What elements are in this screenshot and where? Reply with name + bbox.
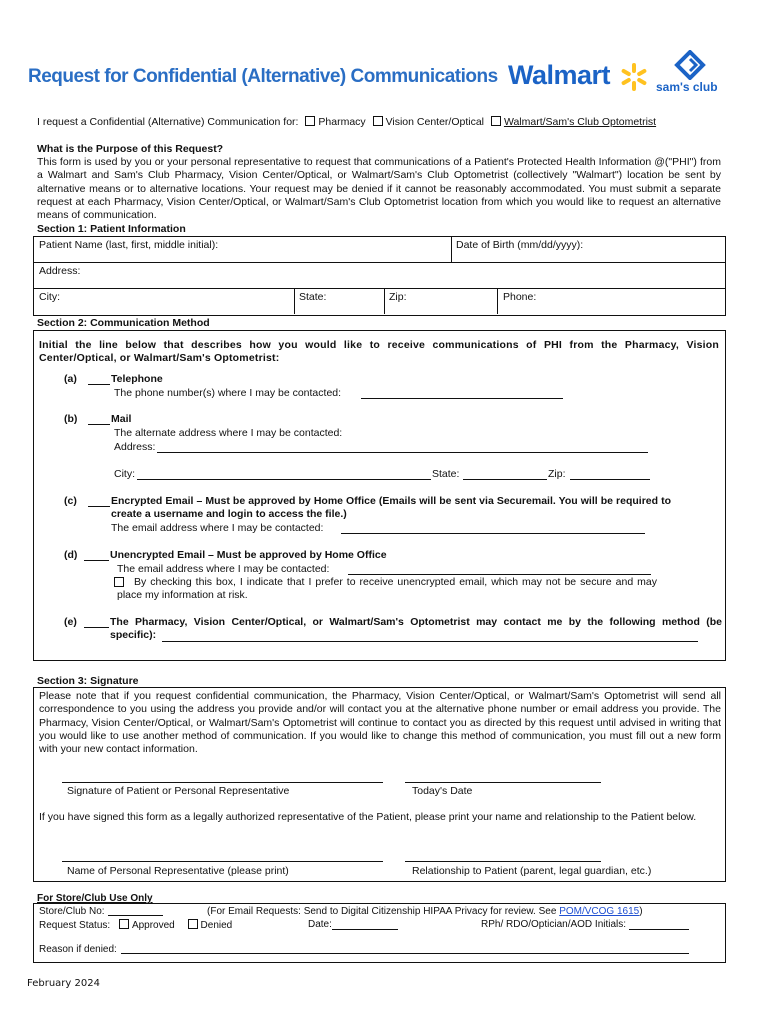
rep-name-label: Name of Personal Representative (please print) xyxy=(67,865,289,877)
email-note-suffix: ) xyxy=(639,906,643,917)
optometrist-option-label: Walmart/Sam's Club Optometrist xyxy=(503,116,657,128)
todays-date-line[interactable] xyxy=(405,782,601,783)
request-prefix: I request a Confidential (Alternative) Communication for: xyxy=(37,116,299,128)
option-d-initial-line[interactable] xyxy=(84,560,109,561)
section3-body: Please note that if you request confidential communication, the Pharmacy, Vision Center/Optical, or Walmart/Sam's Optometrist will send all correspondence to you using the address you provide and/or will contact you at the alternative phone number or email address you provide. The Pharmacy, Vision Center/Optical, or Walmart/Sam's Optometrist will continue to contact you as directed by this request until advised in writing that you would like to use another method of communication. If you would like to change this method of communication, you must fill out a new form with your new contact information. xyxy=(39,690,721,756)
purpose-body: This form is used by you or your personal representative to request that communications of a Patient's Protected Health Information @("PHI") from a Walmart and Sam's Club Pharmacy, Vision Center/Optical, or Walmart/Sam's Club Optometrist (collectively "Walmart") location be sent by alternative means or to alternative locations. Your request may be denied if it cannot be reasonably accommodated. You must submit a separate request at each Pharmacy, Vision Center/Optical, or Walmart/Sam's Club Optometrist location from which you would like to request an alternative means of communication. xyxy=(37,156,721,222)
vision-center-checkbox[interactable] xyxy=(373,116,383,126)
option-a-label: (a) xyxy=(64,373,77,385)
unencrypted-email-line[interactable] xyxy=(348,574,651,575)
pharmacy-checkbox[interactable] xyxy=(305,116,315,126)
option-a-title: Telephone xyxy=(111,373,163,385)
reason-denied-label: Reason if denied: xyxy=(39,944,117,955)
table-divider xyxy=(33,262,725,263)
relationship-label: Relationship to Patient (parent, legal guardian, etc.) xyxy=(412,865,652,877)
email-note-prefix: (For Email Requests: Send to Digital Citizenship HIPAA Privacy for review. See xyxy=(207,906,557,917)
address-field[interactable]: Address: xyxy=(39,265,81,277)
store-no-label: Store/Club No: xyxy=(39,906,105,917)
form-title: Request for Confidential (Alternative) Communications xyxy=(28,66,498,87)
option-b-label: (b) xyxy=(64,413,78,425)
pharmacy-option-label: Pharmacy xyxy=(318,116,366,128)
denied-checkbox[interactable] xyxy=(188,919,198,929)
mail-address-label: Address: xyxy=(114,441,156,453)
encrypted-email-line[interactable] xyxy=(341,533,645,534)
table-divider xyxy=(33,288,725,289)
store-no-line[interactable] xyxy=(108,915,163,916)
option-e-label: (e) xyxy=(64,616,77,628)
relationship-line[interactable] xyxy=(405,861,601,862)
mail-state-label: State: xyxy=(432,468,460,480)
mail-city-label: City: xyxy=(114,468,135,480)
request-status-row xyxy=(39,919,232,931)
state-field[interactable]: State: xyxy=(299,291,327,303)
store-date-label: Date: xyxy=(308,919,332,930)
optometrist-checkbox[interactable] xyxy=(491,116,501,126)
walmart-spark-icon xyxy=(617,62,651,92)
table-divider xyxy=(451,236,452,262)
section1-heading: Section 1: Patient Information xyxy=(37,223,186,235)
option-d-text: The email address where I may be contacted: xyxy=(117,563,330,575)
city-field[interactable]: City: xyxy=(39,291,60,303)
mail-address-line[interactable] xyxy=(157,452,648,453)
table-divider xyxy=(384,288,385,314)
option-a-text: The phone number(s) where I may be contacted: xyxy=(114,387,342,399)
denied-label: Denied xyxy=(200,920,233,931)
other-method-line[interactable] xyxy=(162,641,698,642)
option-a-initial-line[interactable] xyxy=(88,384,110,385)
option-e-title: The Pharmacy, Vision Center/Optical, or Walmart/Sam's Optometrist may contact me by the following method (be specific): xyxy=(110,616,722,642)
zip-field[interactable]: Zip: xyxy=(389,291,407,303)
initials-label: RPh/ RDO/Optician/AOD Initials: xyxy=(481,919,627,930)
phone-field[interactable]: Phone: xyxy=(503,291,537,303)
phone-number-line[interactable] xyxy=(361,398,563,399)
approved-label: Approved xyxy=(131,920,175,931)
dob-field[interactable]: Date of Birth (mm/dd/yyyy): xyxy=(456,239,584,251)
purpose-heading: What is the Purpose of this Request? xyxy=(37,143,224,155)
option-c-text: The email address where I may be contacted: xyxy=(111,522,324,534)
option-b-initial-line[interactable] xyxy=(88,424,110,425)
rep-name-line[interactable] xyxy=(62,861,383,862)
option-d-label: (d) xyxy=(64,549,78,561)
mail-city-line[interactable] xyxy=(137,479,431,480)
mail-zip-line[interactable] xyxy=(570,479,650,480)
section2-instruction: Initial the line below that describes how you would like to receive communications of PHI from the Pharmacy, Vision Center/Optical, or Walmart/Sam's Optometrist: xyxy=(39,339,719,365)
vision-center-option-label: Vision Center/Optical xyxy=(385,116,485,128)
store-use-heading: For Store/Club Use Only xyxy=(37,893,153,904)
request-line xyxy=(37,116,656,128)
email-review-note xyxy=(207,906,643,917)
table-divider xyxy=(497,288,498,314)
sams-club-logo: sam's club xyxy=(656,80,718,94)
todays-date-label: Today's Date xyxy=(412,785,473,797)
initials-line[interactable] xyxy=(629,929,689,930)
footer-date: February 2024 xyxy=(27,978,100,989)
option-b-text: The alternate address where I may be contacted: xyxy=(114,427,343,439)
mail-state-line[interactable] xyxy=(463,479,547,480)
option-c-initial-line[interactable] xyxy=(88,506,110,507)
table-divider xyxy=(294,288,295,314)
approved-checkbox[interactable] xyxy=(119,919,129,929)
store-date-line[interactable] xyxy=(332,929,398,930)
pom-vcog-link[interactable]: POM/VCOG 1615 xyxy=(559,906,640,917)
option-b-title: Mail xyxy=(111,413,132,425)
request-status-label: Request Status: xyxy=(39,920,111,931)
reason-denied-line[interactable] xyxy=(121,953,689,954)
sams-club-diamond-icon xyxy=(673,50,707,80)
option-c-label: (c) xyxy=(64,495,77,507)
patient-name-field[interactable]: Patient Name (last, first, middle initial): xyxy=(39,239,219,251)
signature-label: Signature of Patient or Personal Representative xyxy=(67,785,290,797)
option-e-initial-line[interactable] xyxy=(84,627,109,628)
signature-line[interactable] xyxy=(62,782,383,783)
section2-heading: Section 2: Communication Method xyxy=(37,317,210,329)
unencrypted-consent-text: By checking this box, I indicate that I prefer to receive unencrypted email, which may not be secure and may place my information at risk. xyxy=(117,576,657,602)
mail-zip-label: Zip: xyxy=(548,468,566,480)
representative-note: If you have signed this form as a legally authorized representative of the Patient, please print your name and relationship to the Patient below. xyxy=(39,811,697,823)
option-c-title: Encrypted Email – Must be approved by Home Office (Emails will be sent via Securemail. You will be required to create a username and login to access the file.) xyxy=(111,495,671,521)
section3-heading: Section 3: Signature xyxy=(37,675,139,687)
option-d-title: Unencrypted Email – Must be approved by Home Office xyxy=(110,549,387,561)
walmart-logo: Walmart xyxy=(508,60,611,90)
